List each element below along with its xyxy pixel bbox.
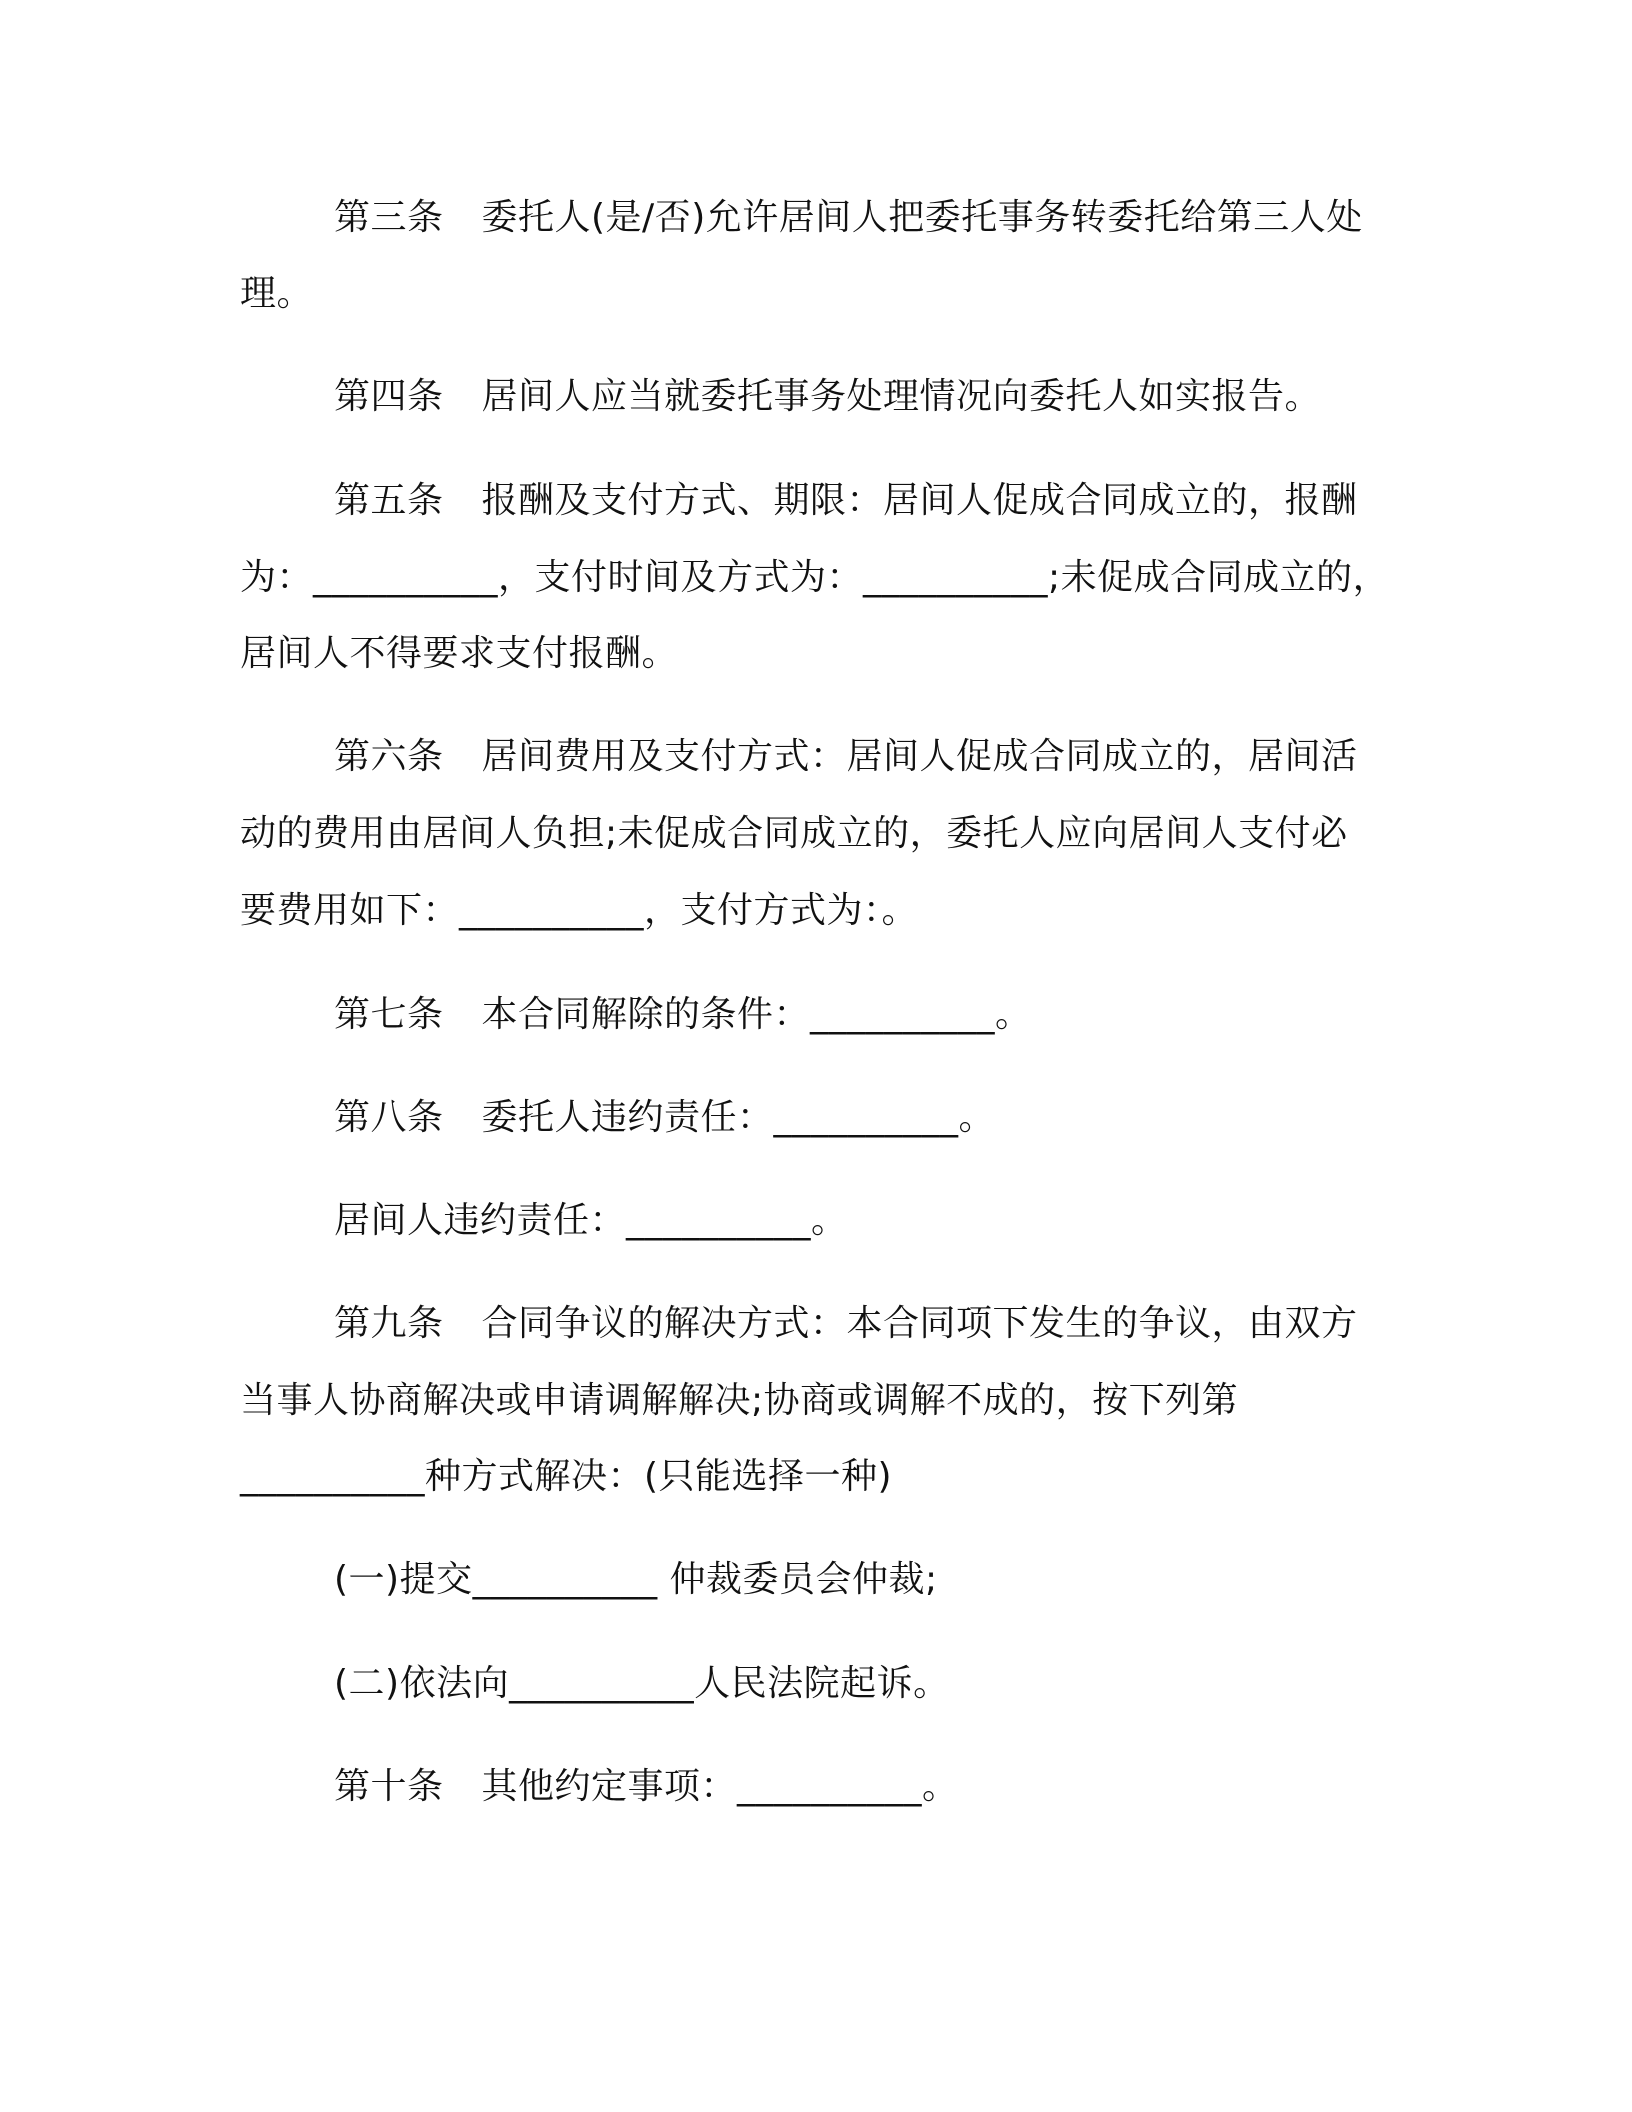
article-10-line-1 [334, 1765, 959, 1809]
article-7-number: 第七条 [334, 994, 444, 1035]
article-7-line-1 [334, 993, 1032, 1037]
article-10-text-1: 其他约定事项：__________。 [481, 1766, 959, 1807]
article-8-line-1 [334, 1096, 995, 1140]
article-9-text-1: 合同争议的解决方式：本合同项下发生的争议，由双方 [481, 1303, 1358, 1344]
article-3-text-1: 委托人(是/否)允许居间人把委托事务转委托给第三人处 [481, 197, 1363, 238]
article-3-line-2: 理。 [240, 273, 314, 314]
article-9-number: 第九条 [334, 1303, 444, 1344]
article-8-number: 第八条 [334, 1097, 444, 1138]
article-6-number: 第六条 [334, 736, 444, 777]
article-8-text-1: 委托人违约责任：__________。 [481, 1097, 996, 1138]
article-5-text-1: 报酬及支付方式、期限：居间人促成合同成立的，报酬 [481, 480, 1358, 521]
article-3-line-1 [334, 196, 1363, 240]
article-5-line-1 [334, 479, 1358, 523]
article-6-line-2: 动的费用由居间人负担;未促成合同成立的，委托人应向居间人支付必 [240, 813, 1348, 854]
article-5-line-3: 居间人不得要求支付报酬。 [240, 633, 679, 674]
article-6-text-1: 居间费用及支付方式：居间人促成合同成立的，居间活 [481, 736, 1358, 777]
article-4-number: 第四条 [334, 376, 444, 417]
article-7-text-1: 本合同解除的条件：__________。 [481, 994, 1032, 1035]
article-9-line-1 [334, 1302, 1358, 1346]
article-4-line-1 [334, 375, 1321, 419]
article-6-line-3: 要费用如下：__________，支付方式为：。 [240, 890, 919, 931]
article-9-option-2: (二)依法向__________人民法院起诉。 [334, 1663, 950, 1704]
article-6-line-1 [334, 735, 1358, 779]
article-3-number: 第三条 [334, 197, 444, 238]
article-9-line-3: __________种方式解决：(只能选择一种) [240, 1456, 893, 1497]
article-4-text-1: 居间人应当就委托事务处理情况向委托人如实报告。 [481, 376, 1322, 417]
article-8-line-2: 居间人违约责任：__________。 [334, 1200, 848, 1241]
article-5-line-2: 为：__________，支付时间及方式为：__________;未促成合同成立的， [240, 557, 1390, 598]
article-9-option-1: (一)提交__________ 仲裁委员会仲裁; [334, 1559, 938, 1600]
article-10-number: 第十条 [334, 1766, 444, 1807]
article-5-number: 第五条 [334, 480, 444, 521]
article-9-line-2: 当事人协商解决或申请调解解决;协商或调解不成的，按下列第 [240, 1380, 1239, 1421]
